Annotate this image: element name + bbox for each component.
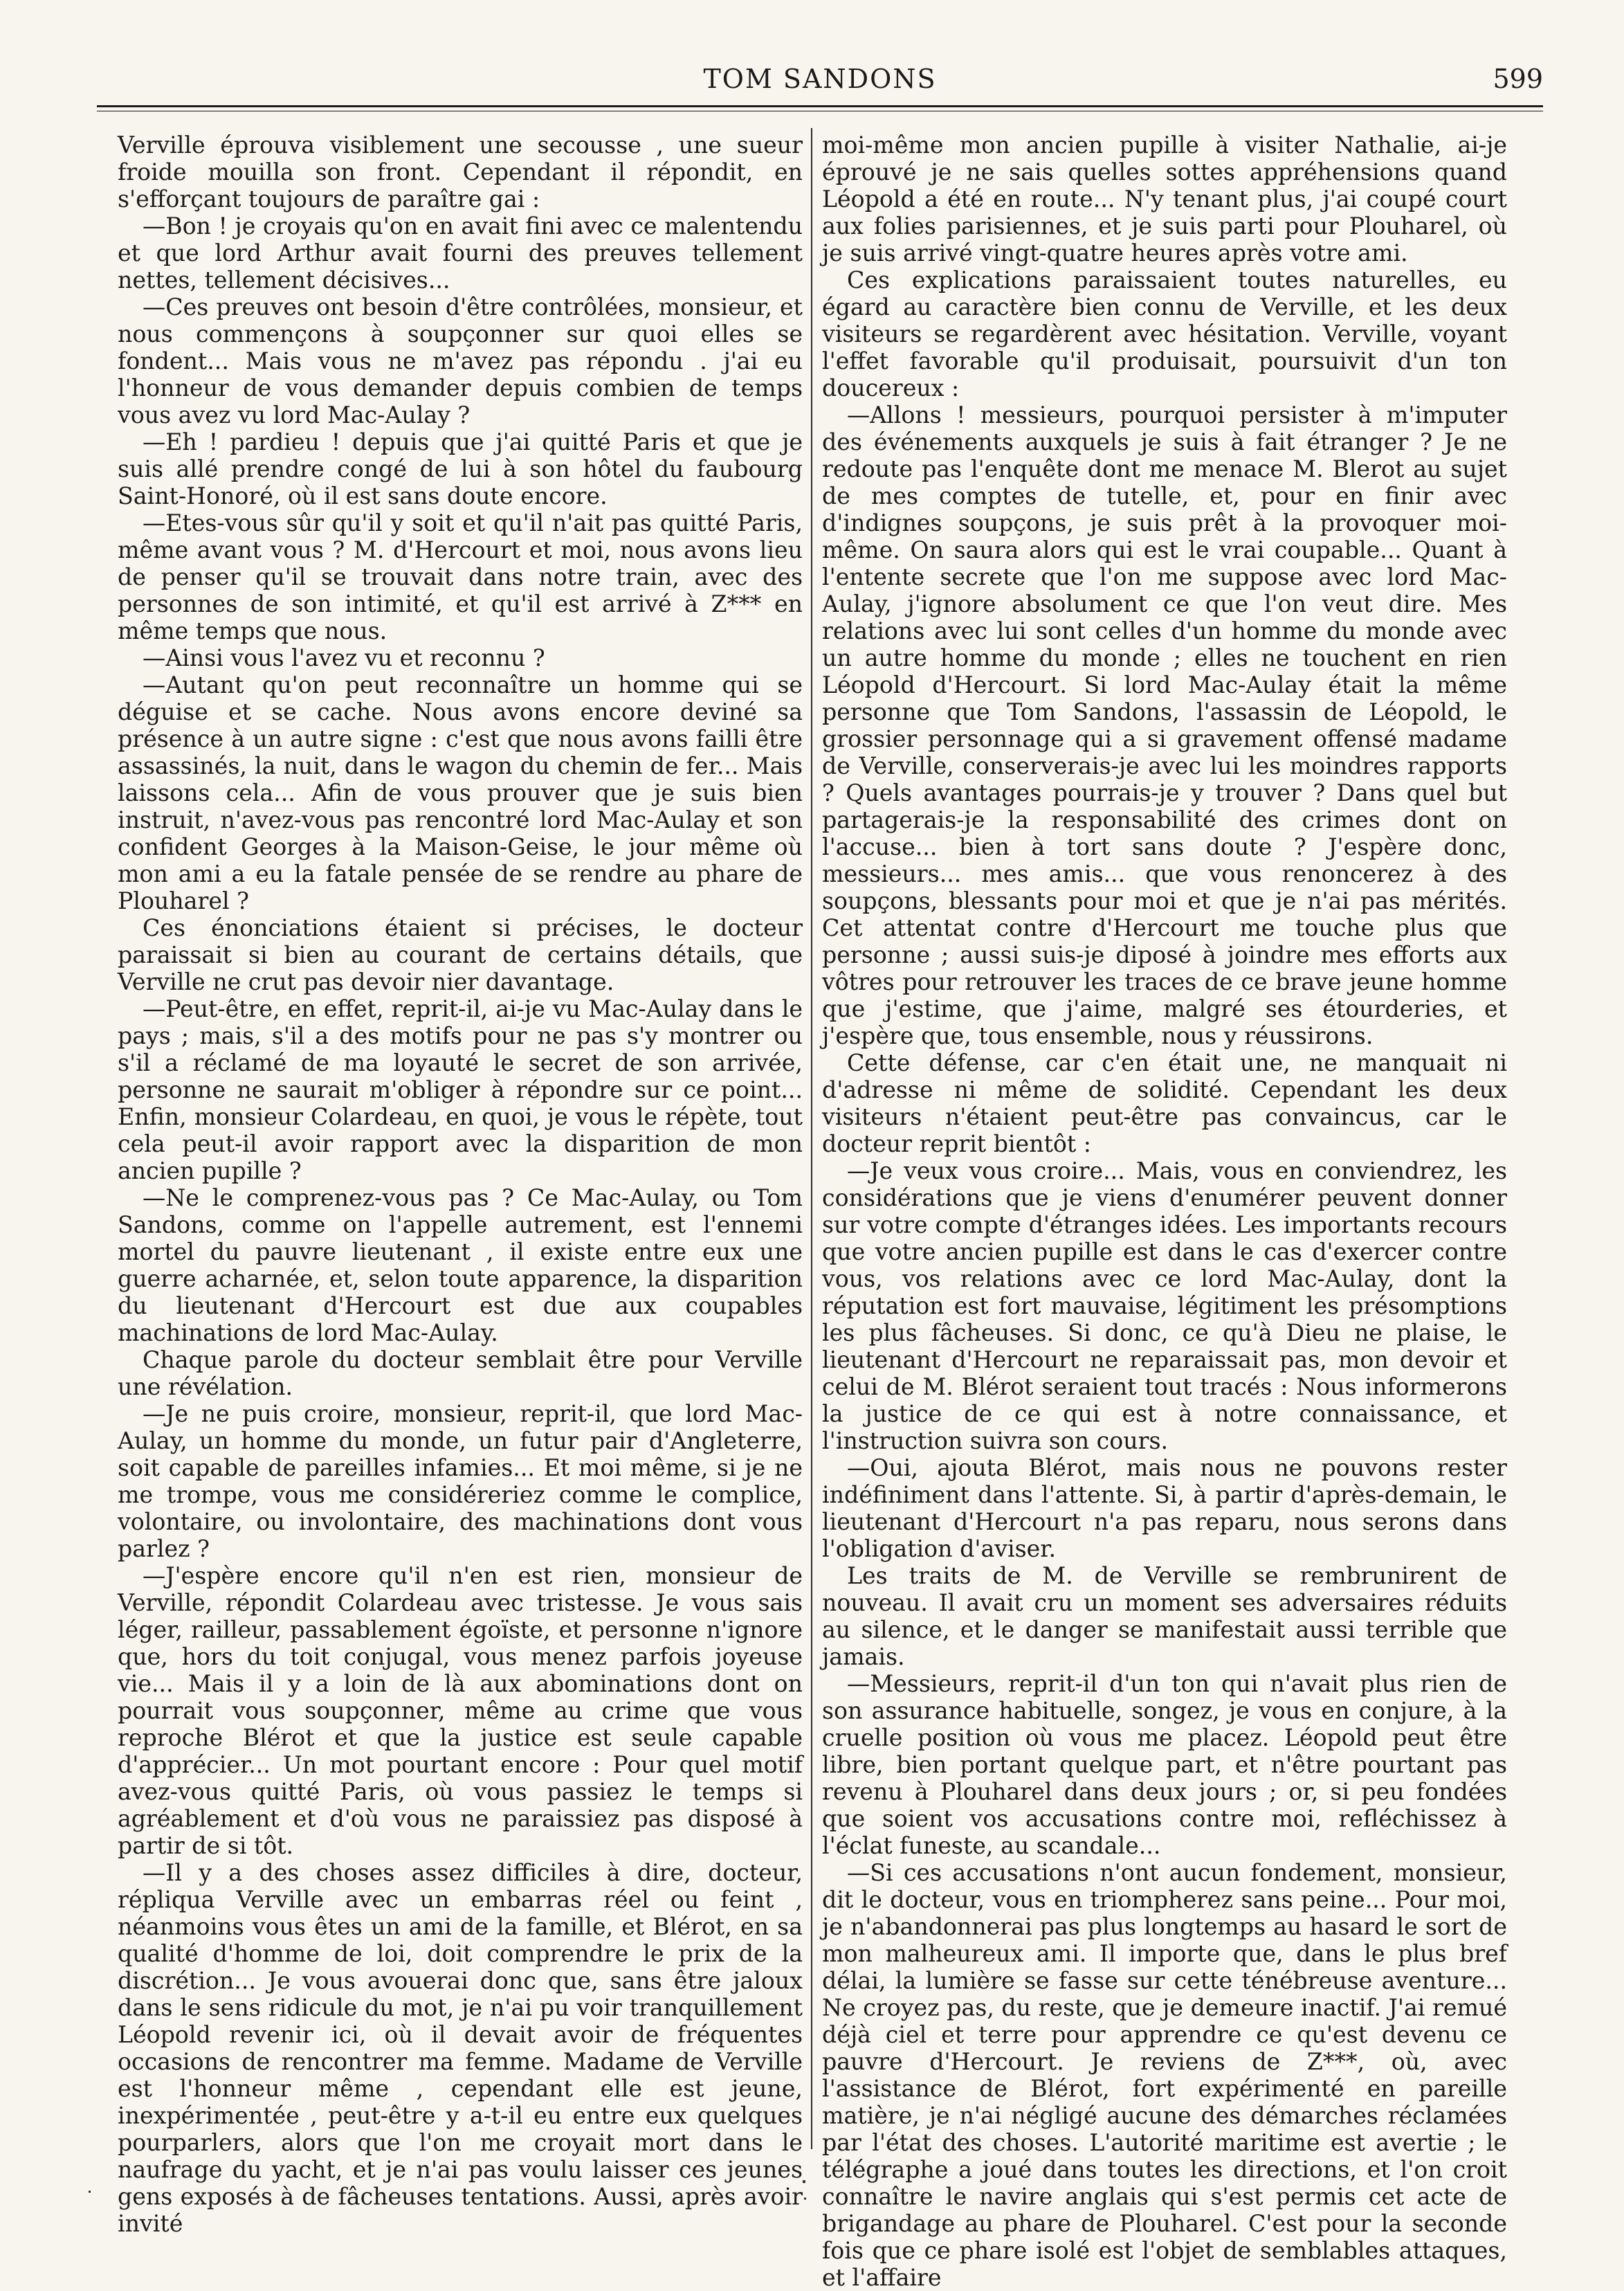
paragraph: —Autant qu'on peut reconnaître un homme qui se déguise et se cache. Nous avons encore deviné sa présence à un autre signe : c'est que nous avons failli être assassinés, la nuit, dans le wagon du chemin de fer... Mais laissons cela... Afin de vous prouver que je suis bien instruit, n'avez-vous pas rencontré lord Mac-Aulay et son confident Georges à la Maison-Geise, le jour même où mon ami a eu la fatale pensée de se rendre au phare de Plouharel ? bbox=[118, 671, 803, 914]
paragraph: Chaque parole du docteur semblait être pour Verville une révélation. bbox=[118, 1346, 803, 1400]
paragraph: —Je ne puis croire, monsieur, reprit-il, que lord Mac-Aulay, un homme du monde, un futur pair d'Angleterre, soit capable de pareilles infamies... Et moi même, si je ne me trompe, vous me considéreriez comme le complice, volontaire, ou involontaire, des machinations dont vous parlez ? bbox=[118, 1400, 803, 1562]
paragraph: —Il y a des choses assez difficiles à dire, docteur, répliqua Verville avec un embarras réel ou feint , néanmoins vous êtes un ami de la famille, et Blérot, en sa qualité d'homme de loi, doit comprendre le prix de la discrétion... Je vous avouerai donc que, sans être jaloux dans le sens ridicule du mot, je n'ai pu voir tranquillement Léopold revenir ici, où il devait avoir de fréquentes occasions de rencontrer ma femme. Madame de Verville est l'honneur même , cependant elle est jeune, inexpérimentée , peut-être y a-t-il eu entre eux quelques pourparlers, alors que l'on me croyait mort dans le naufrage du yacht, et je n'ai pas voulu laisser ces jeunes gens exposés à de fâcheuses tentations. Aussi, après avoir invité bbox=[118, 1859, 803, 2237]
page-number: 599 bbox=[1493, 64, 1543, 94]
paragraph: Les traits de M. de Verville se rembrunirent de nouveau. Il avait cru un moment ses adversaires réduits au silence, et le danger se manifestait aussi terrible que jamais. bbox=[822, 1562, 1507, 1670]
paragraph: Cette défense, car c'en était une, ne manquait ni d'adresse ni même de solidité. Cependant les deux visiteurs n'étaient peut-être pas convaincus, car le docteur reprit bientôt : bbox=[822, 1049, 1507, 1157]
paragraph: Verville éprouva visiblement une secousse , une sueur froide mouilla son front. Cependant il répondit, en s'efforçant toujours de paraître gai : bbox=[118, 132, 803, 212]
paragraph: —J'espère encore qu'il n'en est rien, monsieur de Verville, répondit Colardeau avec tristesse. Je vous sais léger, railleur, passablement égoïste, et personne n'ignore que, hors du toit conjugal, vous menez parfois joyeuse vie... Mais il y a loin de là aux abominations dont on pourrait vous soupçonner, même au crime que vous reproche Blérot et que la justice est seule capable d'apprécier... Un mot pourtant encore : Pour quel motif avez-vous quitté Paris, où vous passiez le temps si agréablement et d'où vous ne paraissiez pas disposé à partir de si tôt. bbox=[118, 1562, 803, 1859]
paragraph: —Ainsi vous l'avez vu et reconnu ? bbox=[143, 644, 545, 671]
paragraph: —Messieurs, reprit-il d'un ton qui n'avait plus rien de son assurance habituelle, songez, je vous en conjure, à la cruelle position où vous me placez. Léopold peut être libre, bien portant quelque part, et n'être pourtant pas revenu à Plouharel dans deux jours ; or, si peu fondées que soient vos accusations contre moi, refléchissez à l'éclat funeste, au scandale... bbox=[822, 1670, 1507, 1859]
paragraph: Ces énonciations étaient si précises, le docteur paraissait si bien au courant de certains détails, que Verville ne crut pas devoir nier davantage. bbox=[118, 914, 803, 995]
paragraph: —Eh ! pardieu ! depuis que j'ai quitté Paris et que je suis allé prendre congé de lui à son hôtel du faubourg Saint-Honoré, où il est sans doute encore. bbox=[118, 428, 803, 509]
print-speck bbox=[804, 2198, 806, 2200]
paragraph: moi-même mon ancien pupille à visiter Nathalie, ai-je éprouvé je ne sais quelles sottes appréhensions quand Léopold a été en route... N'y tenant plus, j'ai coupé court aux folies parisiennes, et je suis parti pour Plouharel, où je suis arrivé vingt-quatre heures après votre ami. bbox=[822, 132, 1507, 266]
left-column bbox=[118, 132, 803, 2237]
print-speck bbox=[89, 2191, 91, 2193]
paragraph: —Bon ! je croyais qu'on en avait fini avec ce malentendu et que lord Arthur avait fourni des preuves tellement nettes, tellement décisives... bbox=[118, 212, 803, 293]
paragraph: —Ne le comprenez-vous pas ? Ce Mac-Aulay, ou Tom Sandons, comme on l'appelle autrement, est l'ennemi mortel du pauvre lieutenant , il existe entre eux une guerre acharnée, et, selon toute apparence, la disparition du lieutenant d'Hercourt est due aux coupables machinations de lord Mac-Aulay. bbox=[118, 1184, 803, 1346]
column-divider bbox=[811, 128, 812, 2149]
page-header bbox=[97, 64, 1543, 105]
header-rule-thick bbox=[97, 105, 1543, 107]
paragraph: Ces explications paraissaient toutes naturelles, eu égard au caractère bien connu de Verville, et les deux visiteurs se regardèrent avec hésitation. Verville, voyant l'effet favorable qu'il produisait, poursuivit d'un ton doucereux : bbox=[822, 266, 1507, 401]
paragraph: —Je veux vous croire... Mais, vous en conviendrez, les considérations que je viens d'enumérer peuvent donner sur votre compte d'étranges idées. Les importants recours que votre ancien pupille est dans le cas d'exercer contre vous, vos relations avec ce lord Mac-Aulay, dont la réputation est fort mauvaise, légitiment les présomptions les plus fâcheuses. Si donc, ce qu'à Dieu ne plaise, le lieutenant d'Hercourt ne reparaissait pas, mon devoir et celui de M. Blérot seraient tout tracés : Nous informerons la justice de ce qui est à notre connaissance, et l'instruction suivra son cours. bbox=[822, 1157, 1507, 1454]
paragraph: —Allons ! messieurs, pourquoi persister à m'imputer des événements auxquels je suis à fait étranger ? Je ne redoute pas l'enquête dont me menace M. Blerot au sujet de mes comptes de tutelle, et, pour en finir avec d'indignes soupçons, je suis prêt à la provoquer moi-même. On saura alors qui est le vrai coupable... Quant à l'entente secrete que l'on me suppose avec lord Mac-Aulay, j'ignore absolument ce que l'on veut dire. Mes relations avec lui sont celles d'un homme du monde avec un autre homme du monde ; elles ne touchent en rien Léopold d'Hercourt. Si lord Mac-Aulay était la même personne que Tom Sandons, l'assassin de Léopold, le grossier personnage qui a si gravement offensé madame de Verville, conserverais-je avec lui les moindres rapports ? Quels avantages pourrais-je y trouver ? Dans quel but partagerais-je la responsabilité des crimes dont on l'accuse... bien à tort sans doute ? J'espère donc, messieurs... mes amis... que vous renoncerez à des soupçons, blessants pour moi et que je n'ai pas mérités. Cet attentat contre d'Hercourt me touche plus que personne ; aussi suis-je diposé à joindre mes efforts aux vôtres pour retrouver les traces de ce brave jeune homme que j'estime, que j'aime, malgré ses étourderies, et j'espère que, tous ensemble, nous y réussirons. bbox=[822, 401, 1507, 1049]
running-title: TOM SANDONS bbox=[703, 64, 937, 94]
paragraph: —Peut-être, en effet, reprit-il, ai-je vu Mac-Aulay dans le pays ; mais, s'il a des motifs pour ne pas s'y montrer ou s'il a réclamé de ma loyauté le secret de son arrivée, personne ne saurait m'obliger à répondre sur ce point... Enfin, monsieur Colardeau, en quoi, je vous le répète, tout cela peut-il avoir rapport avec la disparition de mon ancien pupille ? bbox=[118, 995, 803, 1184]
paragraph: —Ces preuves ont besoin d'être contrôlées, monsieur, et nous commençons à soupçonner sur quoi elles se fondent... Mais vous ne m'avez pas répondu . j'ai eu l'honneur de vous demander depuis combien de temps vous avez vu lord Mac-Aulay ? bbox=[118, 293, 803, 428]
paragraph: —Oui, ajouta Blérot, mais nous ne pouvons rester indéfiniment dans l'attente. Si, à partir d'après-demain, le lieutenant d'Hercourt n'a pas reparu, nous serons dans l'obligation d'aviser. bbox=[822, 1454, 1507, 1562]
paragraph: —Si ces accusations n'ont aucun fondement, monsieur, dit le docteur, vous en triompherez sans peine... Pour moi, je n'abandonnerai pas plus longtemps au hasard le sort de mon malheureux ami. Il importe que, dans le plus bref délai, la lumière se fasse sur cette ténébreuse aventure... Ne croyez pas, du reste, que je demeure inactif. J'ai remué déjà ciel et terre pour apprendre ce qu'est devenu ce pauvre d'Hercourt. Je reviens de Z***, où, avec l'assistance de Blérot, fort expérimenté en pareille matière, je n'ai négligé aucune des démarches réclamées par l'état des choses. L'autorité maritime est avertie ; le télégraphe a joué dans toutes les directions, et l'on croit connaître le navire anglais qui s'est permis cet acte de brigandage au phare de Plouharel. C'est pour la seconde fois que ce phare isolé est l'objet de semblables attaques, et l'affaire bbox=[822, 1859, 1507, 2291]
right-column bbox=[822, 132, 1507, 2291]
print-speck bbox=[803, 2180, 805, 2183]
paragraph: —Etes-vous sûr qu'il y soit et qu'il n'ait pas quitté Paris, même avant vous ? M. d'Hercourt et moi, nous avons lieu de penser qu'il se trouvait dans notre train, avec des personnes de son intimité, et qu'il est arrivé à Z*** en même temps que nous. bbox=[118, 509, 803, 644]
